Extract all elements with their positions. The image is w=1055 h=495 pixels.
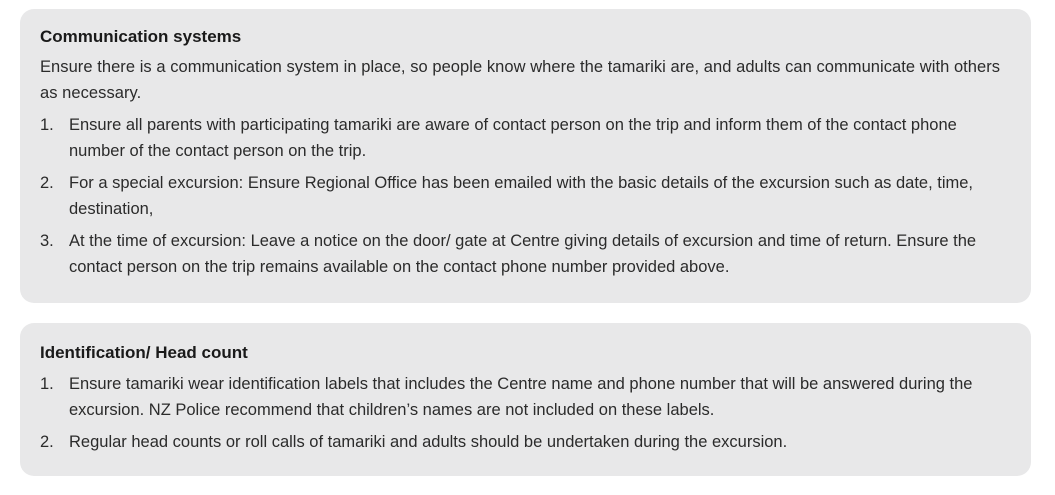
list-text: Ensure all parents with participating tamariki are aware of contact person on the trip and inform them of the contact phone number of the contact person on the trip.	[69, 116, 957, 160]
list-item	[40, 371, 1011, 423]
list-text: Regular head counts or roll calls of tamariki and adults should be undertaken during the excursion.	[69, 433, 788, 451]
numbered-list	[40, 112, 1011, 280]
list-number: 3.	[40, 232, 54, 250]
list-number: 2.	[40, 174, 54, 192]
list-item	[40, 112, 1011, 164]
section-heading: Identification/ Head count	[40, 343, 248, 362]
list-item	[40, 228, 1011, 280]
section-intro: Ensure there is a communication system in place, so people know where the tamariki are, and adults can communicate with others as necessary.	[40, 58, 1001, 102]
list-text: Ensure tamariki wear identification labels that includes the Centre name and phone number that will be answered during the excursion. NZ Police recommend that children’s names are not included on these labels.	[69, 375, 973, 419]
communication-systems-panel	[20, 9, 1031, 303]
list-number: 1.	[40, 375, 54, 393]
numbered-list	[40, 371, 1011, 455]
list-number: 2.	[40, 433, 54, 451]
identification-head-count-panel	[20, 323, 1031, 476]
list-text: At the time of excursion: Leave a notice on the door/ gate at Centre giving details of excursion and time of return. Ensure the contact person on the trip remains available on the contact phone number provided above.	[69, 232, 977, 276]
list-item	[40, 429, 1011, 455]
list-text: For a special excursion: Ensure Regional Office has been emailed with the basic details of the excursion such as date, time, destination,	[69, 174, 974, 218]
section-heading: Communication systems	[40, 27, 242, 46]
list-item	[40, 170, 1011, 222]
list-number: 1.	[40, 116, 54, 134]
